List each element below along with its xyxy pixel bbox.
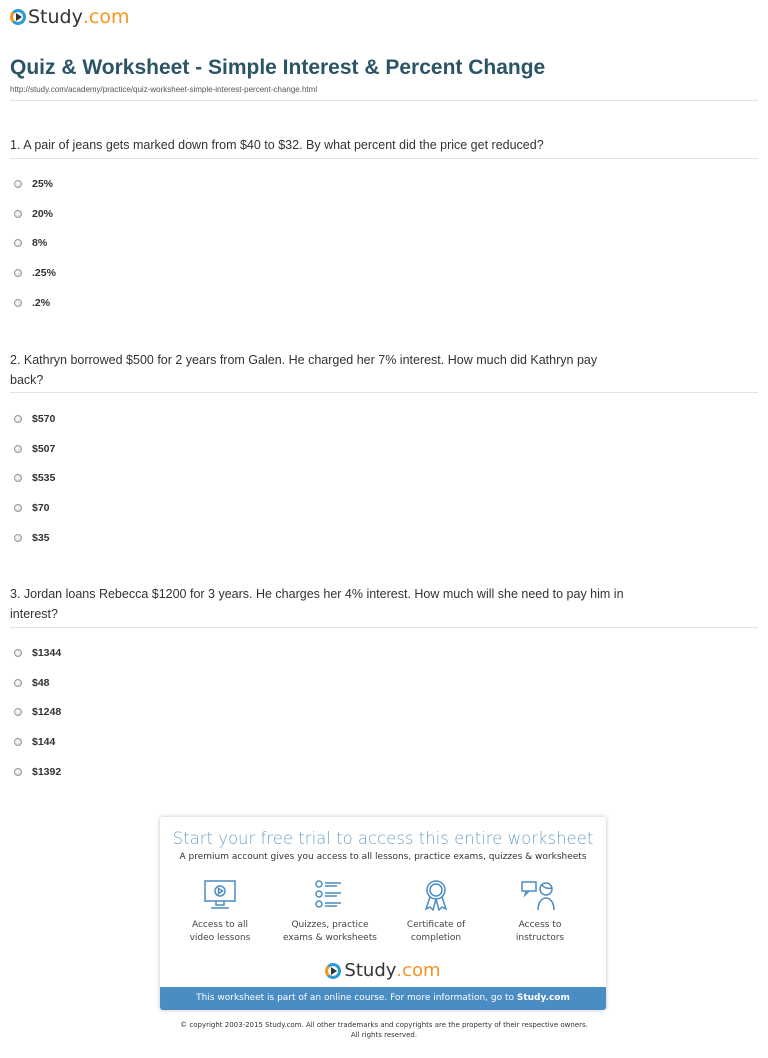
radio-button[interactable]: [14, 445, 22, 453]
divider: [10, 392, 758, 393]
answer-option[interactable]: [14, 267, 56, 279]
question-text: 3. Jordan loans Rebecca $1200 for 3 years. He charges her 4% interest. How much will she need to pay him in interest?: [10, 587, 624, 621]
logo-tld: .com: [82, 6, 130, 28]
radio-button[interactable]: [14, 679, 22, 687]
radio-button[interactable]: [14, 649, 22, 657]
study-link[interactable]: Study.com: [516, 993, 570, 1003]
feature-quizzes: [275, 879, 385, 945]
answer-option[interactable]: [14, 532, 50, 544]
certificate-ribbon-icon: [419, 879, 453, 911]
option-label: $1344: [32, 647, 62, 659]
copyright: [0, 1020, 768, 1040]
feature-label: Quizzes, practice: [291, 920, 369, 930]
feature-label: instructors: [515, 933, 565, 943]
radio-button[interactable]: [14, 504, 22, 512]
feature-label: Access to all: [191, 920, 249, 930]
feature-label: exams & worksheets: [283, 933, 377, 943]
option-label: 8%: [32, 237, 48, 250]
answer-option[interactable]: [14, 443, 55, 455]
video-monitor-icon: [203, 879, 237, 911]
radio-button[interactable]: [14, 708, 22, 716]
option-label: .2%: [32, 296, 51, 309]
radio-button[interactable]: [14, 269, 22, 277]
page-url[interactable]: http://study.com/academy/practice/quiz-worksheet-simple-interest-percent-change.html: [10, 85, 318, 94]
answer-option[interactable]: [14, 178, 53, 190]
radio-button[interactable]: [14, 415, 22, 423]
option-label: 20%: [32, 207, 54, 220]
radio-button[interactable]: [14, 210, 22, 218]
answer-option[interactable]: [14, 706, 61, 718]
feature-label: Access to: [518, 920, 562, 930]
answer-option[interactable]: [14, 736, 55, 748]
promo-title[interactable]: Start your free trial to access this entire worksheet: [172, 829, 594, 848]
page-title: Quiz & Worksheet - Simple Interest & Percent Change: [10, 56, 546, 79]
divider: [10, 158, 758, 159]
feature-certificate: [381, 879, 491, 945]
play-logo-icon: [325, 963, 341, 979]
answer-option[interactable]: [14, 502, 50, 514]
option-label: $1248: [32, 706, 62, 719]
promo-subtitle: A premium account gives you access to all lessons, practice exams, quizzes & worksheets: [179, 852, 587, 862]
option-label: .25%: [32, 267, 56, 280]
option-label: $535: [32, 472, 56, 485]
radio-button[interactable]: [14, 534, 22, 542]
option-label: $35: [32, 531, 50, 544]
radio-button[interactable]: [14, 738, 22, 746]
option-label: $1392: [32, 765, 62, 778]
option-label: 25%: [32, 178, 54, 190]
radio-button[interactable]: [14, 474, 22, 482]
answer-option[interactable]: [14, 237, 47, 249]
feature-video-lessons: [165, 879, 275, 945]
divider: [10, 627, 758, 628]
answer-option[interactable]: [14, 413, 55, 425]
question-text: 1. A pair of jeans gets marked down from $40 to $32. By what percent did the price get reduced?: [10, 138, 544, 152]
banner-text: This worksheet is part of an online course. For more information, go to: [196, 993, 517, 1003]
feature-label: video lessons: [189, 933, 251, 943]
option-label: $507: [32, 442, 56, 455]
feature-label: completion: [410, 933, 462, 943]
answer-option[interactable]: [14, 647, 61, 659]
feature-instructors: [485, 879, 595, 945]
study-logo[interactable]: [10, 6, 129, 28]
play-logo-icon: [10, 9, 26, 25]
logo-tld: .com: [396, 960, 441, 981]
radio-button[interactable]: [14, 768, 22, 776]
copyright-line: All rights reserved.: [350, 1031, 418, 1039]
free-trial-promo: [160, 817, 606, 1010]
radio-button[interactable]: [14, 180, 22, 188]
radio-button[interactable]: [14, 299, 22, 307]
answer-option[interactable]: [14, 208, 53, 220]
answer-option[interactable]: [14, 472, 55, 484]
copyright-line: © copyright 2003-2015 Study.com. All other trademarks and copyrights are the property of their respective owners.: [180, 1021, 588, 1029]
feature-label: Certificate of: [406, 920, 466, 930]
logo-text: Study: [344, 960, 397, 981]
checklist-icon: [313, 879, 347, 911]
online-course-banner: [160, 987, 606, 1010]
option-label: $144: [32, 736, 56, 749]
radio-button[interactable]: [14, 239, 22, 247]
logo-text: Study: [28, 6, 83, 28]
question-text: 2. Kathryn borrowed $500 for 2 years from Galen. He charged her 7% interest. How much did Kathryn pay back?: [10, 353, 598, 387]
option-label: $70: [32, 502, 50, 515]
option-label: $48: [32, 676, 50, 689]
answer-option[interactable]: [14, 297, 50, 309]
divider: [10, 100, 758, 101]
option-label: $570: [32, 413, 56, 425]
answer-option[interactable]: [14, 677, 50, 689]
answer-option[interactable]: [14, 766, 61, 778]
instructor-chat-icon: [520, 879, 560, 911]
study-logo-promo[interactable]: [160, 960, 606, 981]
